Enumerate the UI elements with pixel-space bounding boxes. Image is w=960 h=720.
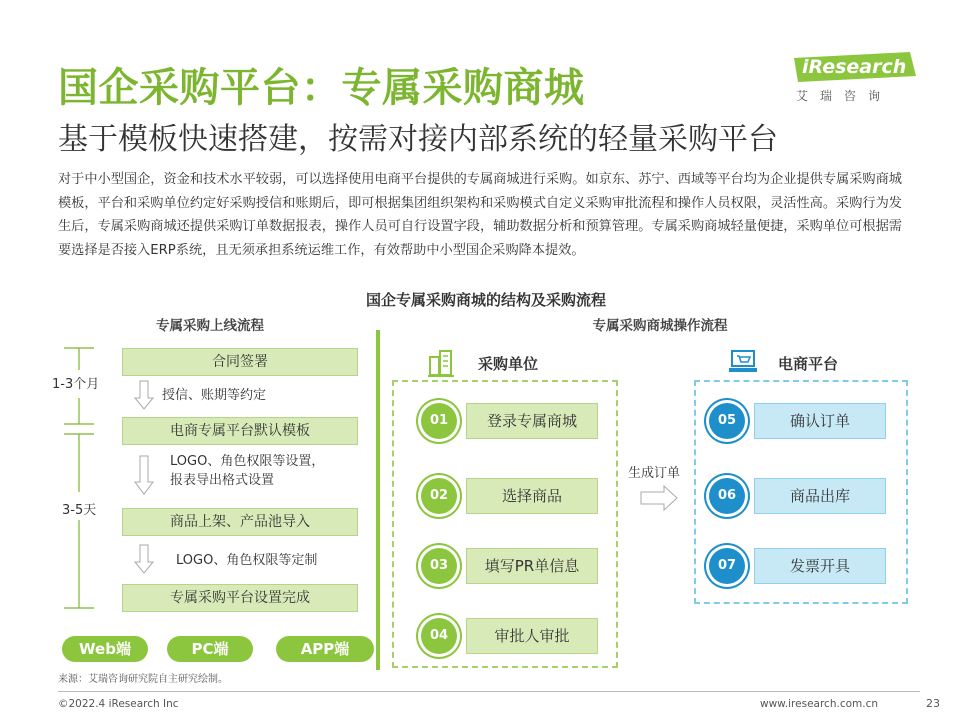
period-1-3-months: 1-3个月: [52, 377, 100, 392]
page-title: 国企采购平台：专属采购商城: [58, 65, 585, 111]
period-3-5-days: 3-5天: [62, 503, 97, 518]
laptop-cart-icon: [728, 349, 758, 375]
footer-divider: [58, 691, 920, 692]
task-goods-shipment: 商品出库: [754, 478, 886, 514]
task-select-goods: 选择商品: [466, 478, 598, 514]
step-number-05: 05: [709, 403, 745, 439]
step-number-04: 04: [421, 618, 457, 654]
step-setup-complete: 专属采购平台设置完成: [122, 584, 358, 612]
source-note: 来源：艾瑞咨询研究院自主研究绘制。: [58, 674, 228, 685]
iresearch-logo: [790, 52, 920, 106]
page-number: 23: [926, 697, 940, 710]
ecommerce-platform-label: 电商平台: [778, 355, 839, 373]
building-icon: [428, 349, 454, 377]
task-approval: 审批人审批: [466, 618, 598, 654]
pill-pc: PC端: [167, 636, 253, 662]
vertical-divider: [376, 330, 380, 670]
intro-paragraph: 对于中小型国企，资金和技术水平较弱，可以选择使用电商平台提供的专属商城进行采购。如京东、苏宁、西域等平台均为企业提供专属采购商城模板，平台和采购单位约定好采购授信和账期后，即可根据集团组织架构和采购模式自定义采购审批流程和操作人员权限，灵活性高。采购行为发生后，专属采购商城还提供采购订单数据报表，操作人员可自行设置字段，辅助数据分析和预算管理。专属采购商城轻量便捷，采购单位可根据需要选择是否接入ERP系统，且无须承担系统运维工作，有效帮助中小型国企采购降本提效。: [58, 172, 902, 258]
right-arrow-icon: [640, 485, 678, 511]
pill-app: APP端: [276, 636, 374, 662]
note-credit-terms: 授信、账期等约定: [162, 388, 267, 403]
down-arrow-icon: [134, 544, 154, 574]
page-subtitle: 基于模板快速搭建，按需对接内部系统的轻量采购平台: [58, 122, 778, 157]
step-number-06: 06: [709, 478, 745, 514]
logo-chinese-text: 艾瑞咨询: [796, 89, 893, 103]
diagram-title-text: 国企专属采购商城的结构及采购流程: [365, 291, 606, 309]
right-section-title: 专属采购商城操作流程: [592, 318, 728, 334]
down-arrow-icon: [134, 380, 154, 410]
task-confirm-order: 确认订单: [754, 403, 886, 439]
down-arrow-icon: [134, 455, 154, 495]
left-section-title: 专属采购上线流程: [156, 318, 264, 334]
task-issue-invoice: 发票开具: [754, 548, 886, 584]
step-number-03: 03: [421, 548, 457, 584]
note-logo-settings: LOGO、角色权限等设置， 报表导出格式设置: [170, 454, 325, 488]
step-contract-signing: 合同签署: [122, 348, 358, 376]
logo-text: iResearch: [802, 56, 907, 78]
step-number-02: 02: [421, 478, 457, 514]
copyright-text: ©2022.4 iResearch Inc: [58, 698, 179, 710]
website-url: www.iresearch.com.cn: [760, 698, 879, 710]
generate-order-label: 生成订单: [628, 466, 681, 481]
step-number-01: 01: [421, 403, 457, 439]
pill-web: Web端: [62, 636, 148, 662]
step-number-07: 07: [709, 548, 745, 584]
note-logo-customization: LOGO、角色权限等定制: [176, 553, 318, 568]
diagram-title: [0, 289, 960, 310]
step-product-listing: 商品上架、产品池导入: [122, 508, 358, 536]
step-default-template: 电商专属平台默认模板: [122, 417, 358, 445]
task-fill-pr: 填写PR单信息: [466, 548, 598, 584]
buyer-unit-label: 采购单位: [478, 355, 539, 373]
task-login-mall: 登录专属商城: [466, 403, 598, 439]
